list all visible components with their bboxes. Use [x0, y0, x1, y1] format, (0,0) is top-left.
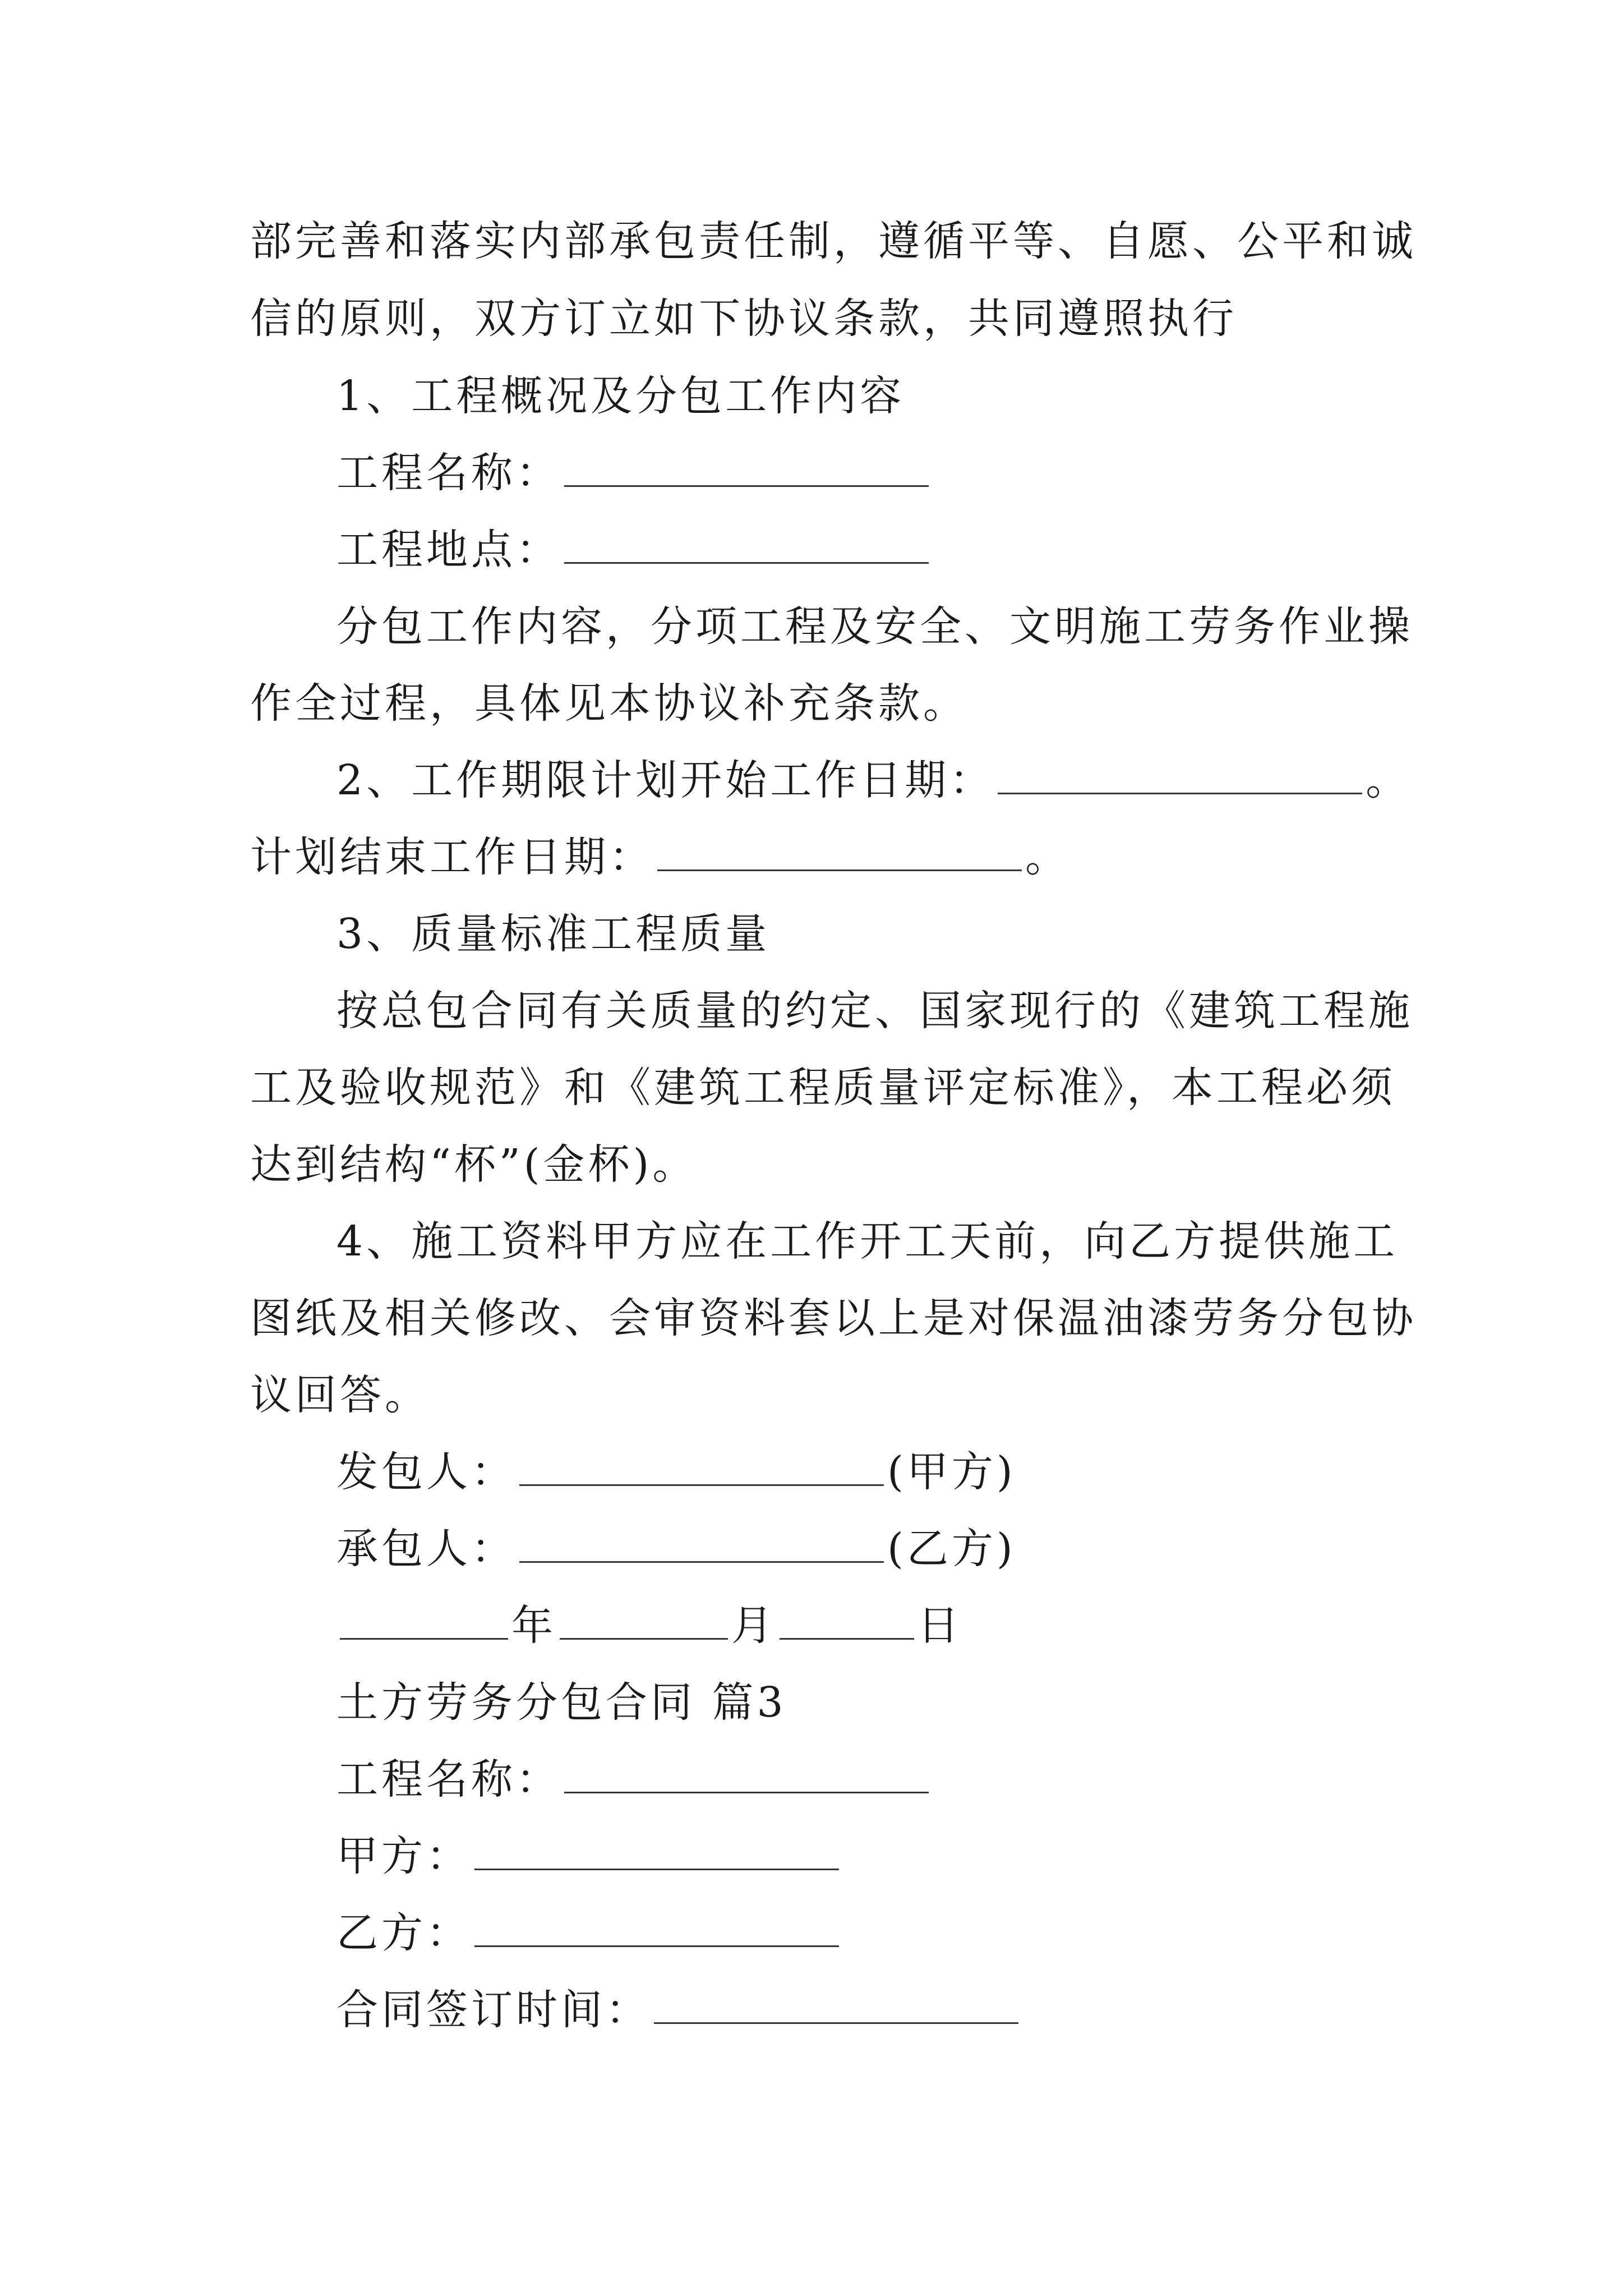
blank-field[interactable] [564, 1752, 929, 1793]
form-line-party-b [336, 1905, 842, 1961]
form-line-party-a [336, 1828, 842, 1884]
paragraph-line [336, 983, 1413, 1039]
form-line-project-name [336, 445, 932, 501]
text: 1、工程概况及分包工作内容 [336, 372, 905, 420]
field-label: 工程名称： [336, 449, 561, 497]
blank-field[interactable] [654, 1983, 1018, 2024]
paragraph-line [336, 1213, 1398, 1269]
blank-field[interactable] [474, 1906, 839, 1947]
text: 分包工作内容，分项工程及安全、文明施工劳务作业操 [336, 602, 1413, 651]
blank-field[interactable] [564, 446, 929, 487]
text: 4、施工资料甲方应在工作开工天前，向乙方提供施工 [336, 1217, 1399, 1266]
form-line-start-date [336, 752, 1410, 808]
field-label: 乙方： [336, 1909, 471, 1957]
form-line-signing-time [336, 1982, 1022, 2038]
paragraph-line [250, 213, 1417, 269]
form-line-date [336, 1598, 962, 1654]
text: 信的原则，双方订立如下协议条款，共同遵照执行 [250, 295, 1237, 343]
field-label: 甲方： [336, 1832, 471, 1880]
text: 月 [731, 1602, 776, 1650]
text: 年 [511, 1602, 556, 1650]
text: 。 [1025, 833, 1070, 881]
text: 部完善和落实内部承包责任制，遵循平等、自愿、公平和诚 [250, 217, 1417, 265]
text: 达到结构“杯”(金杯)。 [250, 1140, 698, 1189]
paragraph-line [250, 1367, 430, 1423]
paragraph-line [250, 1290, 1417, 1346]
text: 图纸及相关修改、会审资料套以上是对保温油漆劳务分包协 [250, 1294, 1417, 1342]
blank-field[interactable] [474, 1829, 839, 1870]
field-label: 合同签订时间： [336, 1986, 651, 2034]
text: 按总包合同有关质量的约定、国家现行的《建筑工程施 [336, 987, 1413, 1035]
field-label: 2、工作期限计划开始工作日期： [336, 756, 995, 804]
blank-field[interactable] [519, 1522, 884, 1563]
paragraph-line [336, 599, 1413, 655]
form-line-project-location [336, 522, 932, 578]
paragraph-line [250, 1060, 1396, 1116]
form-line-contractor [336, 1444, 1016, 1500]
paragraph-line [250, 675, 968, 731]
paragraph-line [250, 291, 1237, 347]
form-line-project-name [336, 1751, 932, 1807]
blank-field[interactable] [998, 753, 1362, 794]
blank-field[interactable] [564, 523, 929, 564]
text: (乙方) [887, 1525, 1016, 1573]
form-line-end-date [250, 829, 1070, 885]
field-label: 工程名称： [336, 1755, 561, 1803]
blank-field-day[interactable] [780, 1599, 914, 1640]
text: 议回答。 [250, 1371, 430, 1419]
blank-field[interactable] [657, 830, 1022, 871]
section-heading [336, 368, 905, 424]
blank-field[interactable] [519, 1445, 884, 1486]
blank-field-year[interactable] [340, 1599, 508, 1640]
field-label: 发包人： [336, 1448, 516, 1496]
text: 工及验收规范》和《建筑工程质量评定标准》，本工程必须 [250, 1064, 1396, 1112]
field-label: 计划结束工作日期： [250, 833, 654, 881]
paragraph-line [250, 1137, 697, 1193]
text: 日 [917, 1602, 962, 1650]
field-label: 承包人： [336, 1525, 516, 1573]
blank-field-month[interactable] [560, 1599, 728, 1640]
field-label: 工程地点： [336, 526, 561, 574]
form-line-subcontractor [336, 1521, 1016, 1577]
contract-title [336, 1674, 787, 1731]
text: 作全过程，具体见本协议补充条款。 [250, 679, 968, 728]
text: (甲方) [887, 1448, 1016, 1496]
section-heading [336, 906, 770, 962]
text: 土方劳务分包合同 篇3 [336, 1678, 787, 1727]
text: 3、质量标准工程质量 [336, 910, 771, 958]
text: 。 [1366, 756, 1411, 804]
